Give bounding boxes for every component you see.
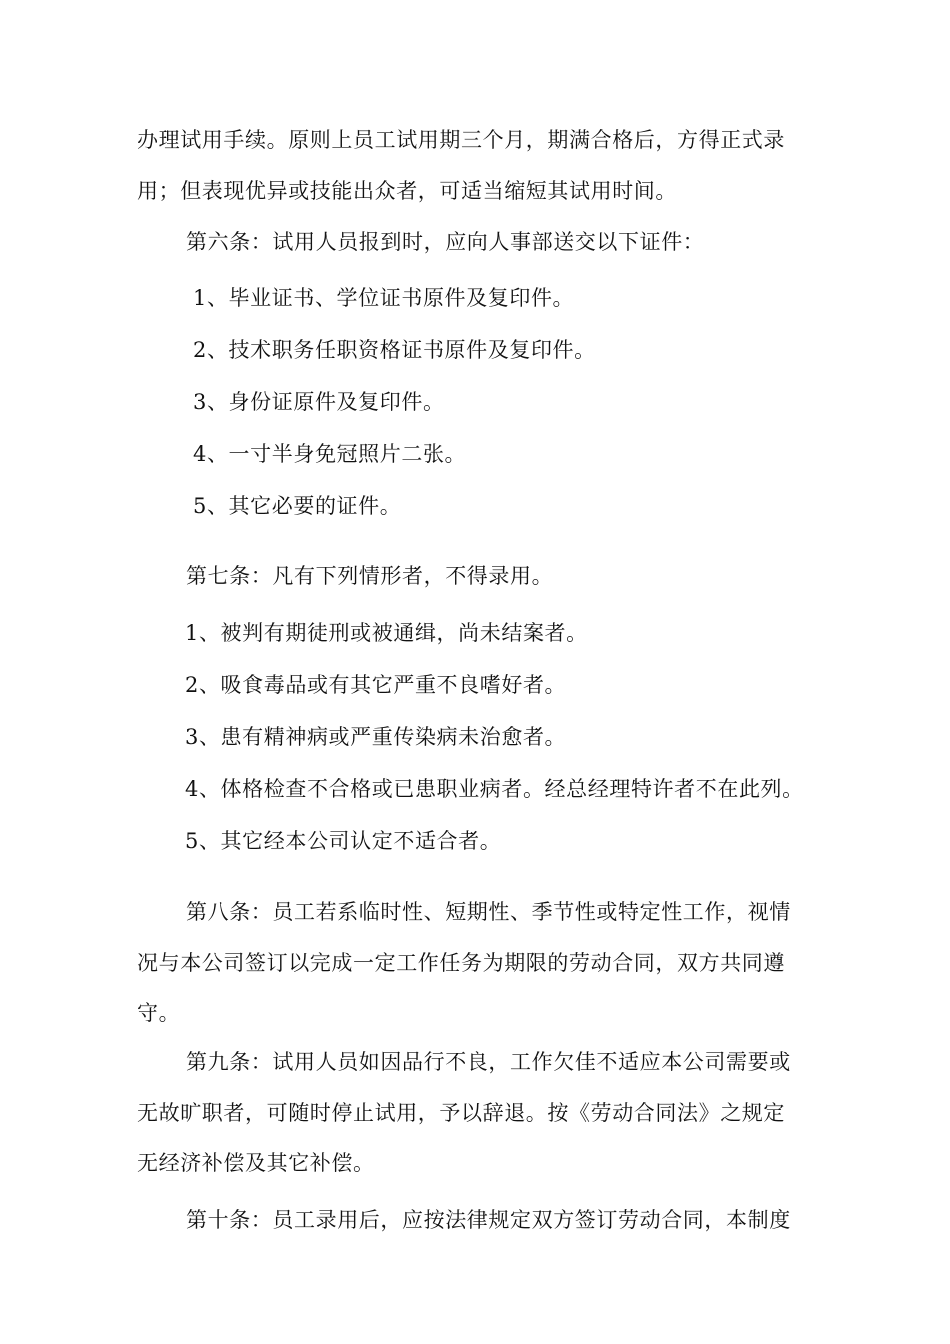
list-item: 1、毕业证书、学位证书原件及复印件。: [193, 286, 575, 310]
article-10-line: 第十条：员工录用后，应按法律规定双方签订劳动合同，本制度: [186, 1208, 791, 1232]
article-7-heading: 第七条：凡有下列情形者，不得录用。: [186, 564, 554, 588]
paragraph-line: 况与本公司签订以完成一定工作任务为期限的劳动合同，双方共同遵: [137, 951, 785, 975]
list-item: 3、患有精神病或严重传染病未治愈者。: [185, 725, 567, 749]
article-8-line: 第八条：员工若系临时性、短期性、季节性或特定性工作，视情: [186, 900, 791, 924]
list-item: 5、其它经本公司认定不适合者。: [185, 829, 502, 853]
list-item: 2、技术职务任职资格证书原件及复印件。: [193, 338, 596, 362]
list-item: 4、一寸半身免冠照片二张。: [193, 442, 467, 466]
paragraph-line: 守。: [137, 1001, 181, 1025]
list-item: 2、吸食毒品或有其它严重不良嗜好者。: [185, 673, 567, 697]
list-item: 1、被判有期徒刑或被通缉，尚未结案者。: [185, 621, 588, 645]
list-item: 3、身份证原件及复印件。: [193, 390, 445, 414]
paragraph-line: 无经济补偿及其它补偿。: [137, 1151, 375, 1175]
paragraph-line: 用；但表现优异或技能出众者，可适当缩短其试用时间。: [137, 179, 677, 203]
paragraph-line: 办理试用手续。原则上员工试用期三个月，期满合格后，方得正式录: [137, 128, 785, 152]
list-item: 5、其它必要的证件。: [193, 494, 402, 518]
article-9-line: 第九条：试用人员如因品行不良，工作欠佳不适应本公司需要或: [186, 1050, 791, 1074]
list-item: 4、体格检查不合格或已患职业病者。经总经理特许者不在此列。: [185, 777, 804, 801]
paragraph-line: 无故旷职者，可随时停止试用，予以辞退。按《劳动合同法》之规定: [137, 1101, 785, 1125]
article-6-heading: 第六条：试用人员报到时，应向人事部送交以下证件：: [186, 230, 705, 254]
